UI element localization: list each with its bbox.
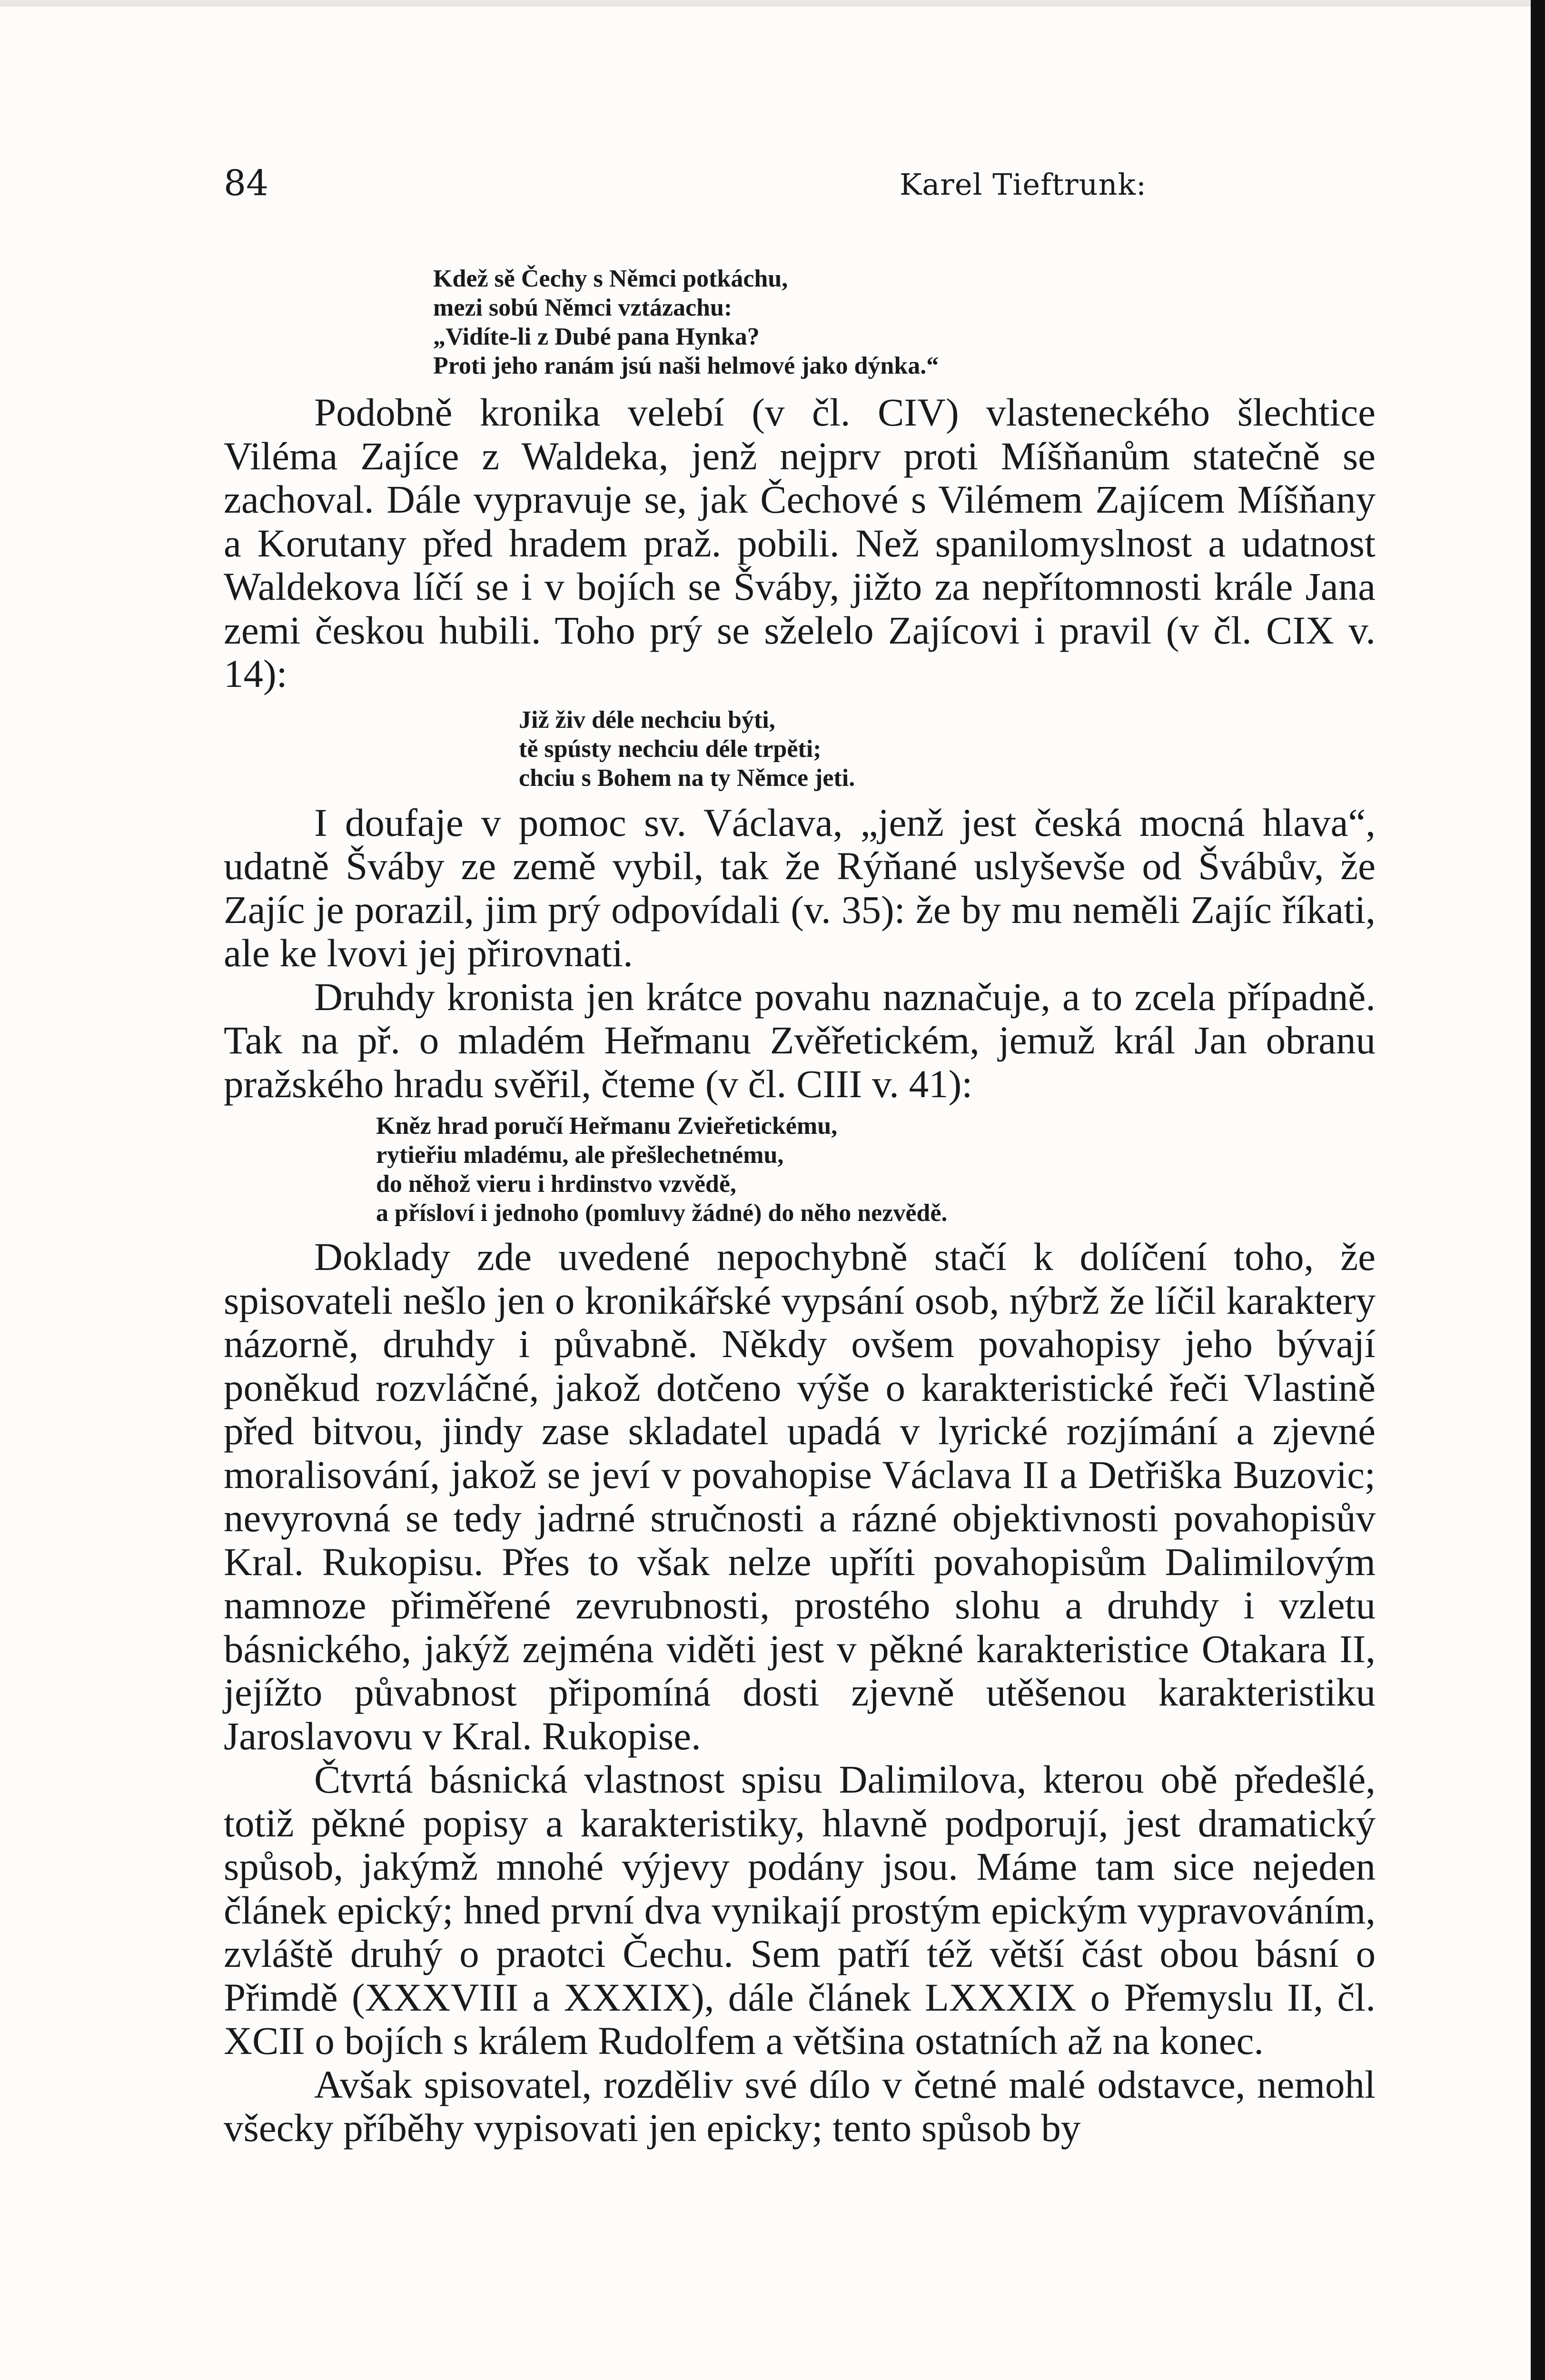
verse-line: a přísloví i jednoho (pomluvy žádné) do něho nezvědě. (376, 1200, 948, 1227)
running-head: Karel Tieftrunk: (900, 167, 1147, 202)
page-number: 84 (224, 163, 269, 204)
verse-line: Proti jeho ranám jsú naši helmové jako dýnka.“ (433, 352, 939, 379)
paragraph: Avšak spisovatel, rozděliv své dílo v četné malé odstavce, nemohl všecky příběhy vypisovati jen epicky; tento spůsob by (224, 2062, 1376, 2150)
verse-quote-1 (224, 264, 1376, 380)
verse-line: Již živ déle nechciu býti, (519, 706, 775, 734)
verse-line: tě spústy nechciu déle trpěti; (519, 735, 822, 763)
verse-line: „Vidíte-li z Dubé pana Hynka? (433, 323, 760, 350)
verse-line: mezi sobú Němci vztázachu: (433, 294, 733, 321)
paragraph: Doklady zde uvedené nepochybně stačí k dolíčení toho, že spisovateli nešlo jen o kronikářské vypsání osob, nýbrž že líčil karaktery názorně, druhdy i půvabně. Někdy ovšem povahopisy jeho bývají poněkud rozvláčné, jakož dotčeno výše o karakteristické řeči Vlastině před bitvou, jindy zase skladatel upadá v lyrické rozjímání a zjevné moralisování, jakož se jeví v povahopise Václava II a Detřiška Buzovic; nevyrovná se tedy jadrné stručnosti a rázné objektivnosti povahopisův Kral. Rukopisu. Přes to však nelze upříti povahopisům Dalimilovým namnoze přiměřené zevrubnosti, prostého slohu a druhdy i vzletu básnického, jakýž zejména viděti jest v pěkné karakteristice Otakara II, jejížto půvabnost připomíná dosti zjevně utěšenou karakteristiku Jaroslavovu v Kral. Rukopise. (224, 1235, 1376, 1758)
verse-line: rytieřiu mladému, ale přešlechetnému, (376, 1141, 784, 1169)
verse-quote-2 (224, 705, 1376, 793)
page-right-edge (1531, 0, 1545, 2380)
verse-quote-3 (224, 1111, 1376, 1228)
page-header (224, 159, 1366, 217)
page-body (224, 264, 1376, 2150)
paragraph: I doufaje v pomoc sv. Václava, „jenž jest česká mocná hlava“, udatně Šváby ze země vybil, tak že Rýňané uslyševše od Švábův, že Zajíc je porazil, jim prý odpovídali (v. 35): že by mu neměli Zajíc říkati, ale ke lvovi jej přirovnati. (224, 800, 1376, 975)
verse-line: Kdež sě Čechy s Němci potkáchu, (433, 265, 788, 292)
paragraph: Podobně kronika velebí (v čl. CIV) vlasteneckého šlechtice Viléma Zajíce z Waldeka, jenž nejprv proti Míšňanům statečně se zachoval. Dále vypravuje se, jak Čechové s Vilémem Zajícem Míšňany a Korutany před hradem praž. pobili. Než spanilomyslnost a udatnost Waldekova líčí se i v bojích se Šváby, jižto za nepřítomnosti krále Jana zemi českou hubili. Toho prý se sželelo Zajícovi i pravil (v čl. CIX v. 14): (224, 390, 1376, 695)
verse-line: chciu s Bohem na ty Němce jeti. (519, 764, 855, 792)
paragraph: Druhdy kronista jen krátce povahu naznačuje, a to zcela případně. Tak na př. o mladém Heřmanu Zvěřetickém, jemuž král Jan obranu pražského hradu svěřil, čteme (v čl. CIII v. 41): (224, 974, 1376, 1106)
verse-line: do něhož vieru i hrdinstvo vzvědě, (376, 1170, 736, 1198)
page-top-edge (0, 0, 1545, 7)
paragraph: Čtvrtá básnická vlastnost spisu Dalimilova, kterou obě předešlé, totiž pěkné popisy a karakteristiky, hlavně podporují, jest dramatický spůsob, jakýmž mnohé výjevy podány jsou. Máme tam sice nejeden článek epický; hned první dva vynikají prostým epickým vypravováním, zvláště druhý o praotci Čechu. Sem patří též větší část obou básní o Přimdě (XXXVIII a XXXIX), dále článek LXXXIX o Přemyslu II, čl. XCII o bojích s králem Rudolfem a většina ostatních až na konec. (224, 1757, 1376, 2063)
verse-line: Kněz hrad poručí Heřmanu Zvieřetickému, (376, 1112, 838, 1140)
